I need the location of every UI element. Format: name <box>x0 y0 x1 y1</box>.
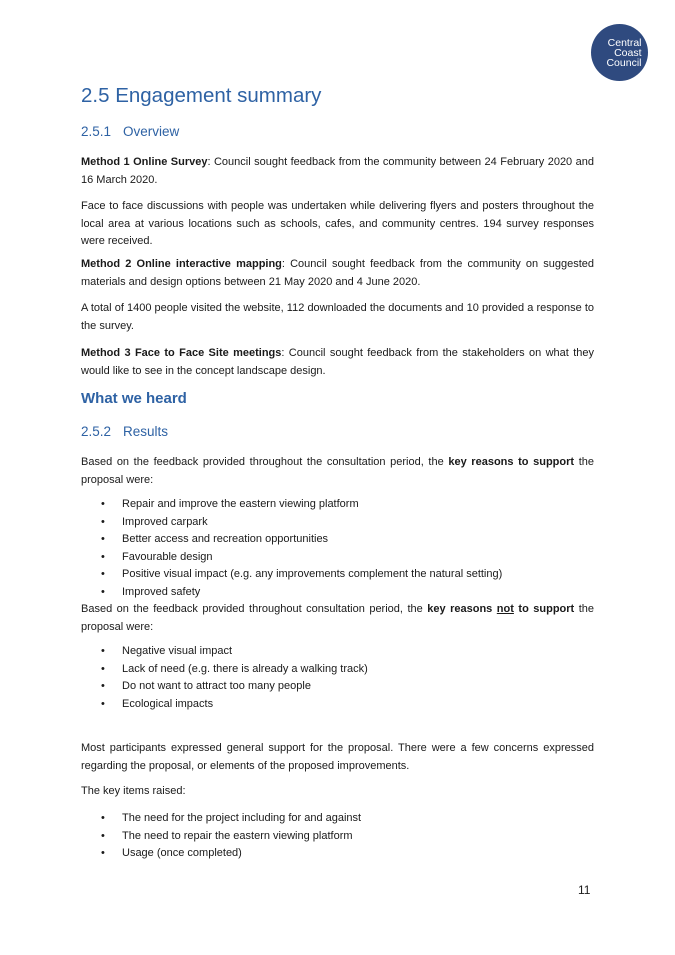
list-item: • Ecological impacts <box>101 697 214 710</box>
page-number: 11 <box>578 883 591 897</box>
list-item: • Usage (once completed) <box>101 847 242 859</box>
notsupport-intro <box>81 601 594 636</box>
list-item: • The need for the project including for and against <box>101 812 362 824</box>
list-item: • Do not want to attract too many people <box>101 680 311 692</box>
overview-number: 2.5.1 <box>81 124 112 139</box>
logo-line-1: Central <box>607 36 642 49</box>
list-item: • The need to repair the eastern viewing platform <box>101 829 353 842</box>
support-intro <box>81 454 594 489</box>
results-heading <box>81 424 168 439</box>
method3-paragraph <box>81 345 594 380</box>
list-item: • Improved carpark <box>101 515 208 528</box>
method3-text: : Council sought feedback from the stakeholders on what they would like to see in the concept landscape design. <box>81 347 594 377</box>
overview-title: Overview <box>123 124 180 139</box>
notsupport-intro-bold2: to support <box>513 603 575 615</box>
notsupport-list <box>81 643 594 713</box>
overview-heading <box>81 124 179 139</box>
support-intro-post: the proposal were: <box>81 456 594 486</box>
results-number: 2.5.2 <box>81 424 112 439</box>
list-item: • Positive visual impact (e.g. any improvements complement the natural setting) <box>101 568 503 580</box>
key-items-raised-label: The key items raised: <box>81 785 186 797</box>
list-item: • Repair and improve the eastern viewing platform <box>101 498 359 510</box>
results-title: Results <box>123 424 169 439</box>
support-intro-pre: Based on the feedback provided throughout the consultation period, the <box>81 456 449 468</box>
method1-text: : Council sought feedback from the community between 24 February 2020 and 16 March 2020. <box>81 156 594 186</box>
logo-line-3: Council <box>606 56 642 69</box>
total-paragraph: A total of 1400 people visited the website, 112 downloaded the documents and 10 provided a response to the survey. <box>81 302 594 332</box>
logo-line-2: Coast <box>614 46 642 59</box>
support-list <box>81 496 594 601</box>
list-item: • Favourable design <box>101 550 213 563</box>
page-title: 2.5 Engagement summary <box>81 84 322 107</box>
most-participants-paragraph: Most participants expressed general support for the proposal. There were a few concerns expressed regarding the proposal, or elements of the proposed improvements. <box>81 742 594 772</box>
list-item: • Better access and recreation opportunities <box>101 533 329 545</box>
notsupport-intro-post: the proposal were: <box>81 603 595 633</box>
list-item: • Negative visual impact <box>101 645 233 657</box>
list-item: • Lack of need (e.g. there is already a walking track) <box>101 662 368 675</box>
what-we-heard-heading: What we heard <box>81 390 187 407</box>
notsupport-intro-underlined: not <box>496 603 514 615</box>
method3-label: Method 3 Face to Face Site meetings <box>81 347 282 359</box>
method2-text: : Council sought feedback from the community on suggested materials and design options between 21 May 2020 and 4 June 2020. <box>81 258 594 288</box>
key-items-list <box>81 810 594 863</box>
method1-paragraph <box>81 154 594 189</box>
method2-paragraph <box>81 256 594 291</box>
notsupport-intro-pre: Based on the feedback provided throughout consultation period, the <box>81 603 428 615</box>
notsupport-intro-bold1: key reasons <box>427 603 497 615</box>
face-to-face-paragraph: Face to face discussions with people was undertaken while delivering flyers and posters throughout the local area at various locations such as schools, cafes, and community centres. 194 survey responses were received. <box>81 200 594 247</box>
method2-label: Method 2 Online interactive mapping <box>81 258 282 270</box>
list-item: • Improved safety <box>101 585 201 598</box>
method1-label: Method 1 Online Survey <box>81 156 208 168</box>
support-intro-bold: key reasons to support <box>448 456 575 468</box>
central-coast-council-logo <box>591 24 648 81</box>
